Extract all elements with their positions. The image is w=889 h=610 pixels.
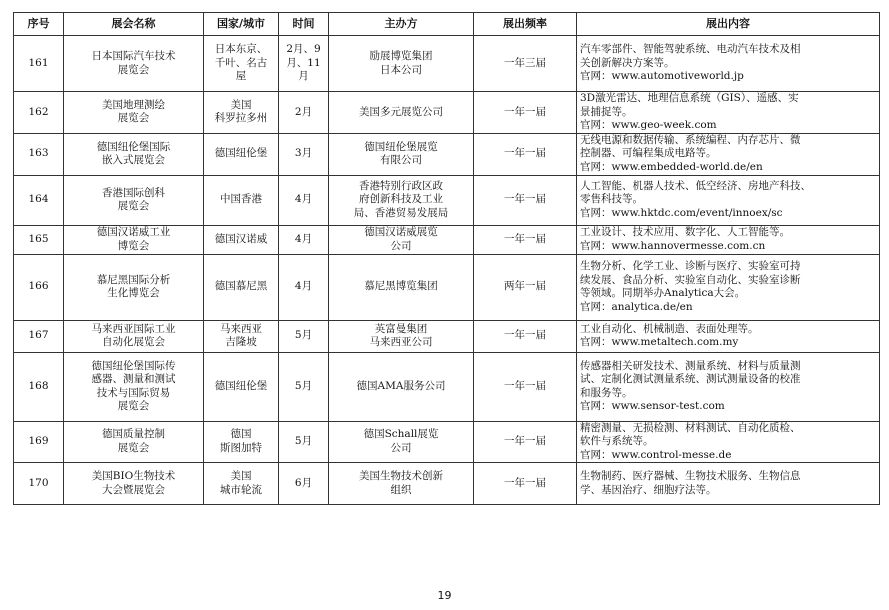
cell-time: 5月 [279, 352, 329, 421]
content-description: 精密测量、无损检测、材料测试、自动化质检、 软件与系统等。 [580, 421, 801, 447]
cell-organizer: 励展博览集团 日本公司 [329, 36, 474, 92]
official-website-link[interactable]: 官网：www.automotiveworld.jp [580, 70, 744, 83]
cell-content [577, 225, 880, 254]
cell-name: 日本国际汽车技术 展览会 [64, 36, 204, 92]
table-header-row [14, 13, 880, 36]
cell-organizer: 德国汉诺威展览 公司 [329, 225, 474, 254]
cell-place: 美国 科罗拉多州 [204, 92, 279, 134]
cell-time: 4月 [279, 175, 329, 225]
cell-no: 161 [14, 36, 64, 92]
cell-content [577, 352, 880, 421]
official-website-link[interactable]: 官网：www.control-messe.de [580, 448, 732, 461]
cell-frequency: 一年一届 [474, 421, 577, 463]
official-website-link[interactable]: 官网：www.embedded-world.de/en [580, 160, 763, 173]
content-description: 工业设计、技术应用、数字化、人工智能等。 [580, 226, 790, 238]
cell-frequency: 一年一届 [474, 92, 577, 134]
header-organizer: 主办方 [329, 13, 474, 36]
cell-name: 慕尼黑国际分析 生化博览会 [64, 254, 204, 320]
table-row [14, 254, 880, 320]
cell-organizer: 德国Schall展览 公司 [329, 421, 474, 463]
cell-no: 163 [14, 133, 64, 175]
cell-name: 美国地理测绘 展览会 [64, 92, 204, 134]
content-description: 传感器相关研发技术、测量系统、材料与质量测 试、定制化测试测量系统、测试测量设备的校准 和服务等。 [580, 359, 801, 399]
cell-time: 4月 [279, 225, 329, 254]
cell-frequency: 一年一届 [474, 133, 577, 175]
cell-content [577, 175, 880, 225]
cell-no: 166 [14, 254, 64, 320]
table-row [14, 352, 880, 421]
table-row [14, 175, 880, 225]
official-website-link[interactable]: 官网：www.sensor-test.com [580, 400, 725, 412]
cell-frequency: 一年一届 [474, 463, 577, 505]
content-description: 生物分析、化学工业、诊断与医疗、实验室可持 续发展、食品分析、实验室自动化、实验室诊断 等领域。同期举办Analytica大会。 [580, 260, 801, 299]
table-row [14, 36, 880, 92]
content-description: 汽车零部件、智能驾驶系统、电动汽车技术及相 关创新解决方案等。 [580, 43, 801, 69]
table-row [14, 320, 880, 352]
cell-no: 162 [14, 92, 64, 134]
cell-organizer: 美国多元展览公司 [329, 92, 474, 134]
cell-organizer: 慕尼黑博览集团 [329, 254, 474, 320]
cell-organizer: 德国AMA服务公司 [329, 352, 474, 421]
cell-content [577, 254, 880, 320]
cell-frequency: 一年一届 [474, 320, 577, 352]
cell-place: 德国纽伦堡 [204, 352, 279, 421]
cell-time: 2月 [279, 92, 329, 134]
cell-frequency: 一年一届 [474, 175, 577, 225]
table-row [14, 225, 880, 254]
cell-no: 164 [14, 175, 64, 225]
cell-no: 165 [14, 225, 64, 254]
cell-place: 美国 城市轮流 [204, 463, 279, 505]
header-no: 序号 [14, 13, 64, 36]
cell-frequency: 两年一届 [474, 254, 577, 320]
cell-place: 马来西亚 吉隆坡 [204, 320, 279, 352]
content-description: 工业自动化、机械制造、表面处理等。 [580, 322, 759, 335]
official-website-link[interactable]: 官网：analytica.de/en [580, 300, 693, 313]
cell-time: 4月 [279, 254, 329, 320]
header-frequency: 展出频率 [474, 13, 577, 36]
content-description: 生物制药、医疗器械、生物技术服务、生物信息 学、基因治疗、细胞疗法等。 [580, 470, 801, 496]
exhibition-table [13, 12, 880, 505]
cell-place: 中国香港 [204, 175, 279, 225]
cell-content [577, 36, 880, 92]
cell-place: 德国纽伦堡 [204, 133, 279, 175]
cell-content [577, 421, 880, 463]
cell-place: 德国慕尼黑 [204, 254, 279, 320]
table-row [14, 92, 880, 134]
cell-content [577, 463, 880, 505]
content-description: 人工智能、机器人技术、低空经济、房地产科技、 零售科技等。 [580, 179, 811, 206]
cell-name: 德国纽伦堡国际传 感器、测量和测试 技术与国际贸易 展览会 [64, 352, 204, 421]
cell-time: 5月 [279, 320, 329, 352]
header-name: 展会名称 [64, 13, 204, 36]
cell-place: 日本东京、 千叶、名古 屋 [204, 36, 279, 92]
official-website-link[interactable]: 官网：www.hannovermesse.com.cn [580, 239, 766, 252]
cell-place: 德国汉诺威 [204, 225, 279, 254]
cell-organizer: 英富曼集团 马来西亚公司 [329, 320, 474, 352]
cell-frequency: 一年一届 [474, 352, 577, 421]
header-time: 时间 [279, 13, 329, 36]
cell-time: 3月 [279, 133, 329, 175]
cell-time: 2月、9 月、11 月 [279, 36, 329, 92]
header-place: 国家/城市 [204, 13, 279, 36]
cell-content [577, 92, 880, 134]
cell-organizer: 香港特别行政区政 府创新科技及工业 局、香港贸易发展局 [329, 175, 474, 225]
cell-content [577, 320, 880, 352]
cell-name: 美国BIO生物技术 大会暨展览会 [64, 463, 204, 505]
cell-name: 香港国际创科 展览会 [64, 175, 204, 225]
cell-name: 德国质量控制 展览会 [64, 421, 204, 463]
official-website-link[interactable]: 官网：www.geo-week.com [580, 119, 717, 131]
content-description: 无线电源和数据传输、系统编程、内存芯片、微 控制器、可编程集成电路等。 [580, 133, 801, 160]
cell-frequency: 一年三届 [474, 36, 577, 92]
cell-time: 5月 [279, 421, 329, 463]
cell-frequency: 一年一届 [474, 225, 577, 254]
content-description: 3D激光雷达、地理信息系统（GIS）、遥感、实 景捕捉等。 [580, 92, 799, 118]
table-row [14, 463, 880, 505]
cell-no: 167 [14, 320, 64, 352]
cell-time: 6月 [279, 463, 329, 505]
page-number: 19 [437, 589, 452, 602]
cell-no: 169 [14, 421, 64, 463]
table-row [14, 133, 880, 175]
cell-content [577, 133, 880, 175]
cell-place: 德国 斯图加特 [204, 421, 279, 463]
official-website-link[interactable]: 官网：www.hktdc.com/event/innoex/sc [580, 206, 783, 219]
cell-organizer: 德国纽伦堡展览 有限公司 [329, 133, 474, 175]
cell-name: 马来西亚国际工业 自动化展览会 [64, 320, 204, 352]
cell-name: 德国汉诺威工业 博览会 [64, 225, 204, 254]
cell-organizer: 美国生物技术创新 组织 [329, 463, 474, 505]
cell-name: 德国纽伦堡国际 嵌入式展览会 [64, 133, 204, 175]
header-content: 展出内容 [577, 13, 880, 36]
table-row [14, 421, 880, 463]
cell-no: 168 [14, 352, 64, 421]
official-website-link[interactable]: 官网：www.metaltech.com.my [580, 336, 739, 348]
cell-no: 170 [14, 463, 64, 505]
